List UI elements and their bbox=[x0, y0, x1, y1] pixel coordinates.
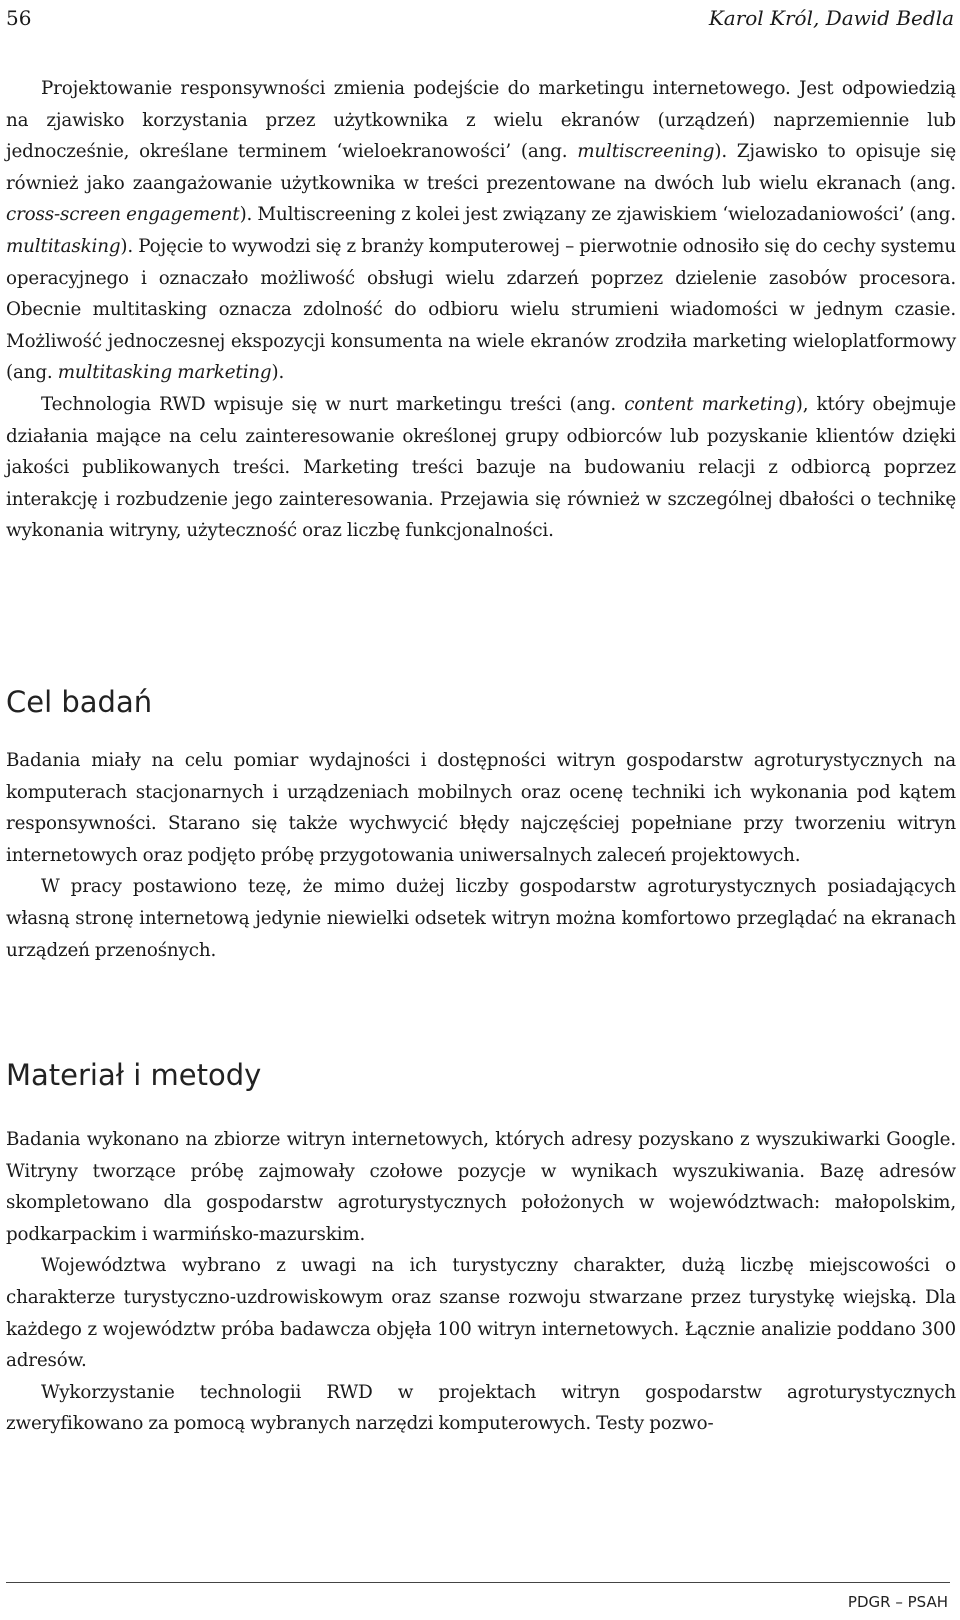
footer-rule bbox=[6, 1582, 950, 1583]
page-number: 56 bbox=[6, 6, 32, 30]
italic-term: cross-screen engagement bbox=[6, 204, 240, 226]
running-head-authors: Karol Król, Dawid Bedla bbox=[708, 6, 954, 30]
paragraph: Badania miały na celu pomiar wydajności i dostępności witryn gospodarstw agroturystycznych na komputerach stacjonarnych i urządzeniach mobilnych oraz ocenę techniki ich wykonania pod kątem responsywności. Starano się także wychwycić błędy najczęściej popełniane przy tworzeniu witryn internetowych oraz podjęto próbę przygotowania uniwersalnych zaleceń projektowych. bbox=[6, 750, 956, 866]
footer-journal-label: PDGR – PSAH bbox=[847, 1593, 948, 1611]
italic-term: multitasking bbox=[6, 235, 121, 257]
cel-badan-text-block bbox=[6, 745, 956, 966]
paragraph: W pracy postawiono tezę, że mimo dużej liczby gospodarstw agroturystycznych posiadających własną stronę internetową jedynie niewielki odsetek witryn można komfortowo przeglądać na ekranach urządzeń przenośnych. bbox=[6, 876, 956, 961]
section-heading-material-i-metody: Materiał i metody bbox=[6, 1058, 262, 1092]
italic-term: multiscreening bbox=[577, 141, 715, 163]
paragraph: Projektowanie responsywności zmienia podejście do marketingu internetowego. Jest odpowiedzią na zjawisko korzystania przez użytkownika z wielu ekranów (urządzeń) naprzemiennie lub jednocześnie, określane terminem ‘wieloekranowości’ (ang. multiscreening). Zjawisko to opisuje się również jako zaangażowanie użytkownika w treści prezentowane na dwóch lub wielu ekranach (ang. cross-screen engagement). Multiscreening z kolei jest związany ze zjawiskiem ‘wielozadaniowości’ (ang. multitasking). Pojęcie to wywodzi się z branży komputerowej – pierwotnie odnosiło się do cechy systemu operacyjnego i oznaczało możliwość obsługi wielu zdarzeń poprzez dzielenie zasobów procesora. Obecnie multitasking oznacza zdolność do odbioru wielu strumieni wiadomości w jednym czasie. Możliwość jednoczesnej ekspozycji konsumenta na wiele ekranów zrodziła marketing wieloplatformowy (ang. multitasking marketing). bbox=[6, 78, 957, 384]
section-heading-cel-badan: Cel badań bbox=[6, 685, 153, 719]
paragraph: Wykorzystanie technologii RWD w projektach witryn gospodarstw agroturystycznych zweryfikowano za pomocą wybranych narzędzi komputerowych. Testy pozwo- bbox=[6, 1381, 956, 1435]
material-text-block bbox=[6, 1124, 956, 1440]
intro-text-block bbox=[6, 73, 956, 547]
page-header bbox=[6, 4, 954, 34]
paragraph: Badania wykonano na zbiorze witryn internetowych, których adresy pozyskano z wyszukiwarki Google. Witryny tworzące próbę zajmowały czołowe pozycje w wynikach wyszukiwania. Bazę adresów skompletowano dla gospodarstw agroturystycznych położonych w województwach: małopolskim, podkarpackim i warmińsko-mazurskim. bbox=[6, 1129, 956, 1245]
italic-term: content marketing bbox=[624, 393, 796, 415]
paragraph: Województwa wybrano z uwagi na ich turystyczny charakter, dużą liczbę miejscowości o charakterze turystyczno-uzdrowiskowym oraz szanse rozwoju stwarzane przez turystykę wiejską. Dla każdego z województw próba badawcza objęła 100 witryn internetowych. Łącznie analizie poddano 300 adresów. bbox=[6, 1255, 956, 1372]
paragraph: Technologia RWD wpisuje się w nurt marketingu treści (ang. content marketing), który obejmuje działania mające na celu zainteresowanie określonej grupy odbiorców lub pozyskanie klientów dzięki jakości publikowanych treści. Marketing treści bazuje na budowaniu relacji z odbiorcą poprzez interakcję i rozbudzenie jego zainteresowania. Przejawia się również w szczególnej dbałości o technikę wykonania witryny, użyteczność oraz liczbę funkcjonalności. bbox=[6, 393, 956, 542]
italic-term: multitasking marketing bbox=[57, 362, 272, 384]
